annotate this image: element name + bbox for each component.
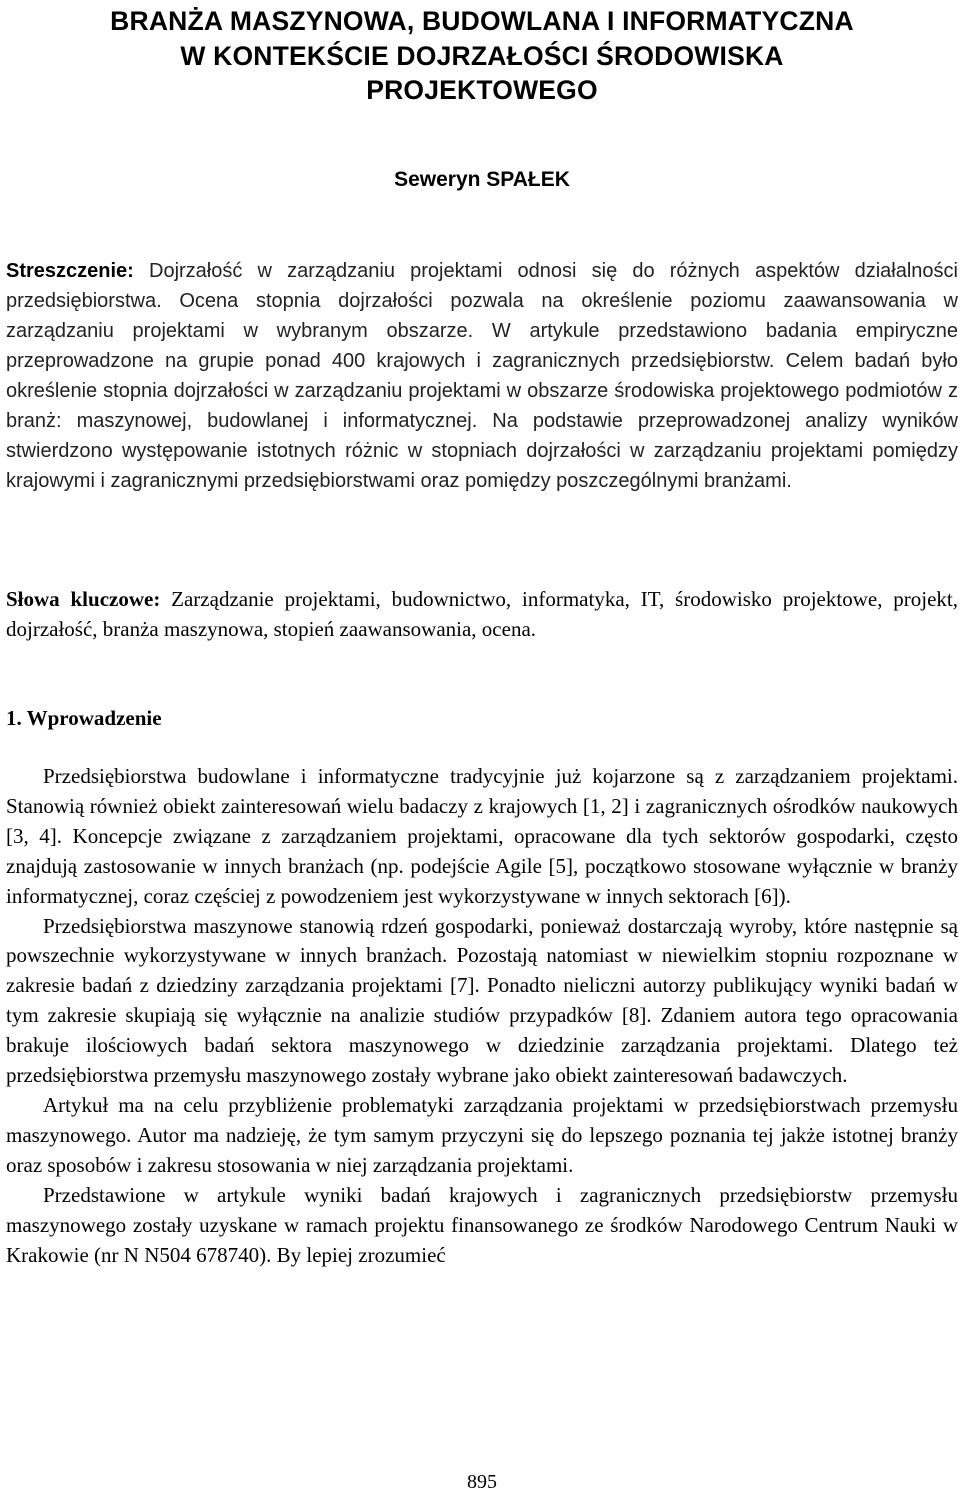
- title-line-1: BRANŻA MASZYNOWA, BUDOWLANA I INFORMATYCZNA: [110, 6, 854, 36]
- title-line-2: W KONTEKŚCIE DOJRZAŁOŚCI ŚRODOWISKA: [180, 40, 784, 71]
- paper-page: [6, 0, 958, 1497]
- paragraph: Artykuł ma na celu przybliżenie problematyki zarządzania projektami w przedsiębiorstwach przemysłu maszynowego. Autor ma nadzieję, że tym samym przyczyni się do lepszego poznania tej jakże istotnej branży oraz sposobów i zakresu stosowania w niej zarządzania projektami.: [6, 1092, 958, 1177]
- paragraph: Przedstawione w artykule wyniki badań krajowych i zagranicznych przedsiębiorstw przemysłu maszynowego zostały uzyskane w ramach projektu finansowanego ze środków Narodowego Centrum Nauki w Krakowie (nr N N504 678740). By lepiej zrozumieć: [6, 1182, 958, 1267]
- section-body: [6, 762, 958, 1270]
- abstract: [6, 256, 958, 496]
- abstract-text: Dojrzałość w zarządzaniu projektami odnosi się do różnych aspektów działalności przedsiębiorstwa. Ocena stopnia dojrzałości pozwala na określenie poziomu zaawansowania w zarządzaniu projektami w wybranym obszarze. W artykule przedstawiono badania empiryczne przeprowadzone na grupie ponad 400 krajowych i zagranicznych przedsiębiorstw. Celem badań było określenie stopnia dojrzałości w zarządzaniu projektami w obszarze środowiska projektowego podmiotów z branż: maszynowej, budowlanej i informatycznej. Na podstawie przeprowadzonej analizy wyników stwierdzono występowanie istotnych różnic w stopniach dojrzałości w zarządzaniu projektami pomiędzy krajowymi i zagranicznymi przedsiębiorstwami oraz pomiędzy poszczególnymi branżami.: [6, 260, 958, 492]
- paragraph: Przedsiębiorstwa maszynowe stanowią rdzeń gospodarki, ponieważ dostarczają wyroby, które następnie są powszechnie wykorzystywane w innych branżach. Pozostają natomiast w niewielkim stopniu rozpoznane w zakresie badań z dziedziny zarządzania projektami [7]. Ponadto nieliczni autorzy publikujący wyniki badań w tym zakresie skupiają się wyłącznie na analizie studiów przypadków [8]. Zdaniem autora tego opracowania brakuje ilościowych badań sektora maszynowego w dziedzinie zarządzania projektami. Dlatego też przedsiębiorstwa przemysłu maszynowego zostały wybrane jako obiekt zainteresowań badawczych.: [6, 913, 958, 1088]
- keywords-label: Słowa kluczowe:: [6, 587, 161, 611]
- page-number: 895: [467, 1471, 497, 1493]
- paragraph: Przedsiębiorstwa budowlane i informatyczne tradycyjnie już kojarzone są z zarządzaniem projektami. Stanowią również obiekt zainteresowań wielu badaczy z krajowych [1, 2] i zagranicznych ośrodków naukowych [3, 4]. Koncepcje związane z zarządzaniem projektami, opracowane dla tych sektorów gospodarki, często znajdują zastosowanie w innych branżach (np. podejście Agile [5], początkowo stosowane wyłącznie w branży informatycznej, coraz częściej z powodzeniem jest wykorzystywane w innych sektorach [6]).: [6, 764, 958, 908]
- author-name: Seweryn SPAŁEK: [394, 168, 570, 191]
- keywords: [6, 584, 958, 644]
- title-line-3: PROJEKTOWEGO: [366, 75, 598, 105]
- paper-title: [6, 4, 958, 108]
- abstract-label: Streszczenie:: [6, 260, 134, 282]
- section-heading: 1. Wprowadzenie: [6, 706, 162, 730]
- keywords-text: Zarządzanie projektami, budownictwo, informatyka, IT, środowisko projektowe, projekt, dojrzałość, branża maszynowa, stopień zaawansowania, ocena.: [6, 587, 958, 641]
